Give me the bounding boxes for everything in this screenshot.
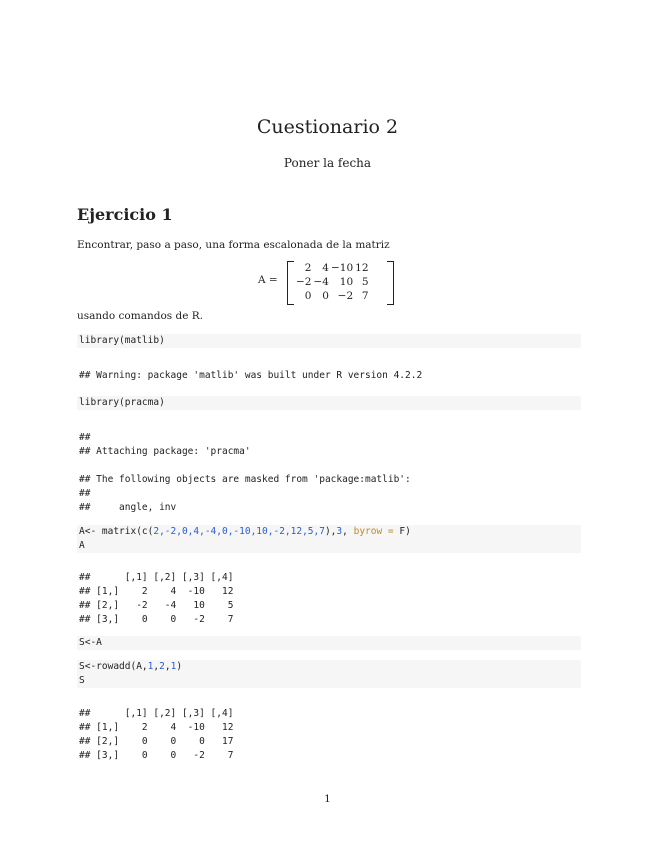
code-token: ), [324, 526, 337, 537]
code-block-s-assign [77, 636, 581, 650]
matrix-cell: 0 [322, 290, 329, 302]
code-block-library-pracma [77, 396, 581, 410]
output-line: ## [,1] [,2] [,3] [,4] [79, 572, 234, 583]
matrix-lhs: A = [258, 274, 278, 286]
code-token: ) [176, 661, 183, 672]
code-line: library(pracma) [79, 397, 165, 408]
output-line: ## [2,] 0 0 0 17 [79, 736, 234, 747]
matrix-cell: −10 [330, 262, 354, 274]
code-block-rowadd [77, 660, 581, 688]
code-line: S [79, 675, 85, 686]
matrix-cell: −4 [313, 276, 329, 288]
output-masked [77, 473, 581, 515]
matrix-cell: 5 [361, 276, 369, 288]
matrix-cell: 4 [322, 262, 329, 274]
code-token-operator: = [382, 526, 400, 537]
matrix-row [295, 261, 370, 275]
right-bracket [387, 261, 394, 305]
intro-paragraph: Encontrar, paso a paso, una forma escalonada de la matriz [77, 239, 390, 251]
code-token-number: 3 [336, 526, 343, 537]
output-warning [77, 369, 581, 383]
code-token-number: 1 [147, 661, 154, 672]
matrix-cell: −2 [296, 276, 312, 288]
code-token: , [153, 661, 160, 672]
matrix-table [295, 261, 370, 303]
document-title: Cuestionario 2 [256, 116, 399, 138]
code-token-number: 1 [170, 661, 177, 672]
output-line: ## [2,] -2 -4 10 5 [79, 600, 234, 611]
output-line: ## [1,] 2 4 -10 12 [79, 722, 234, 733]
output-line: ## The following objects are masked from 'package:matlib': [79, 474, 411, 485]
output-matrix-a [77, 571, 581, 627]
output-line: ## Warning: package 'matlib' was built under R version 4.2.2 [79, 370, 423, 381]
code-line: S<-A [79, 637, 102, 648]
after-matrix-paragraph: usando comandos de R. [77, 310, 204, 322]
page-number: 1 [324, 793, 331, 805]
matrix-row [295, 289, 370, 303]
matrix-cell: 0 [304, 290, 312, 302]
output-line: ## angle, inv [79, 502, 177, 513]
output-line: ## [79, 488, 91, 499]
code-token: , [164, 661, 171, 672]
code-token: S<-rowadd(A, [79, 661, 148, 672]
code-token: A<- matrix(c( [79, 526, 154, 537]
document-subtitle: Poner la fecha [283, 156, 372, 170]
matrix-cell: 2 [304, 262, 312, 274]
matrix-cell: 10 [339, 276, 354, 288]
section-heading: Ejercicio 1 [77, 205, 173, 224]
matrix-cell: −2 [337, 290, 354, 302]
left-bracket [287, 261, 294, 305]
code-line: library(matlib) [79, 335, 165, 346]
output-line: ## [3,] 0 0 -2 7 [79, 614, 234, 625]
code-block-matrix-def [77, 525, 581, 553]
matrix-cell: 7 [361, 290, 369, 302]
output-line: ## [3,] 0 0 -2 7 [79, 750, 234, 761]
matrix-row [295, 275, 370, 289]
code-token: F) [399, 526, 411, 537]
output-line: ## [1,] 2 4 -10 12 [79, 586, 234, 597]
output-line: ## [79, 432, 91, 443]
code-token-argument: byrow [353, 526, 383, 537]
output-matrix-s [77, 707, 581, 763]
code-token-number: 2 [159, 661, 165, 672]
code-token: , [342, 526, 354, 537]
code-token-numbers: 2,-2,0,4,-4,0,-10,10,-2,12,5,7 [153, 526, 325, 537]
output-attach [77, 431, 581, 459]
matrix-cell: 12 [355, 262, 369, 274]
output-line: ## Attaching package: 'pracma' [79, 446, 251, 457]
code-block-library-matlib [77, 334, 581, 348]
output-line: ## [,1] [,2] [,3] [,4] [79, 708, 234, 719]
code-line: A [79, 540, 85, 551]
